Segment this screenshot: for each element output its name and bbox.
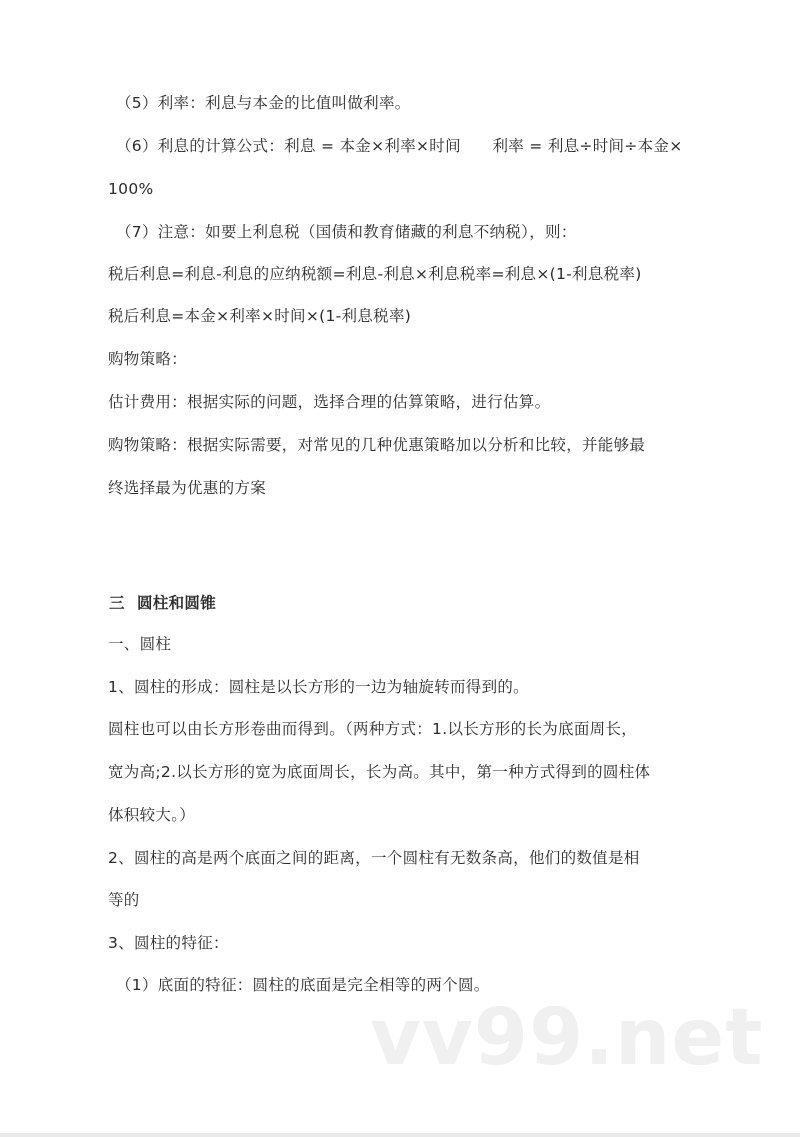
text-line-cylinder-rolling: 圆柱也可以由长方形卷曲而得到。（两种方式：1.以长方形的长为底面周长， [108, 720, 638, 738]
text-line-cylinder-heading: 一、圆柱 [108, 635, 172, 653]
section-number: 三 [109, 594, 125, 612]
text-line-shopping-strategy-title: 购物策略： [108, 350, 188, 368]
page-bottom-edge [0, 1133, 800, 1137]
text-line-cylinder-rolling-cont: 宽为高;2.以长方形的宽为底面周长，长为高。其中，第一种方式得到的圆柱体 [108, 763, 651, 781]
text-line-interest-formula-cont: 100% [108, 180, 154, 198]
text-line-interest-tax-note: （7）注意：如要上利息税（国债和教育储藏的利息不纳税），则： [116, 223, 577, 241]
text-line-after-tax-interest-1: 税后利息=利息-利息的应纳税额=利息-利息×利息税率=利息×(1-利息税率) [108, 265, 642, 283]
text-line-base-features: （1）底面的特征：圆柱的底面是完全相等的两个圆。 [116, 976, 490, 994]
text-line-interest-rate-definition: （5）利率：利息与本金的比值叫做利率。 [116, 94, 411, 112]
text-line-after-tax-interest-2: 税后利息=本金×利率×时间×(1-利息税率) [108, 307, 412, 325]
text-line-cylinder-rolling-end: 体积较大。） [108, 806, 196, 824]
text-line-shopping-strategy: 购物策略：根据实际需要，对常见的几种优惠策略加以分析和比较，并能够最 [108, 436, 646, 454]
text-line-shopping-strategy-cont: 终选择最为优惠的方案 [108, 479, 267, 497]
watermark: vv99.net [370, 993, 764, 1083]
text-line-cylinder-formation: 1、圆柱的形成：圆柱是以长方形的一边为轴旋转而得到的。 [108, 678, 529, 696]
text-line-interest-formula: （6）利息的计算公式：利息 = 本金×利率×时间 利率 = 利息÷时间÷本金× [116, 137, 683, 155]
text-line-cylinder-height: 2、圆柱的高是两个底面之间的距离，一个圆柱有无数条高，他们的数值是相 [108, 849, 640, 867]
section-title: 圆柱和圆锥 [137, 594, 217, 612]
text-line-estimate-cost: 估计费用：根据实际的问题，选择合理的估算策略，进行估算。 [108, 393, 551, 411]
text-line-cylinder-height-cont: 等的 [108, 891, 140, 909]
section-heading [109, 593, 216, 613]
text-line-cylinder-features: 3、圆柱的特征： [108, 934, 229, 952]
